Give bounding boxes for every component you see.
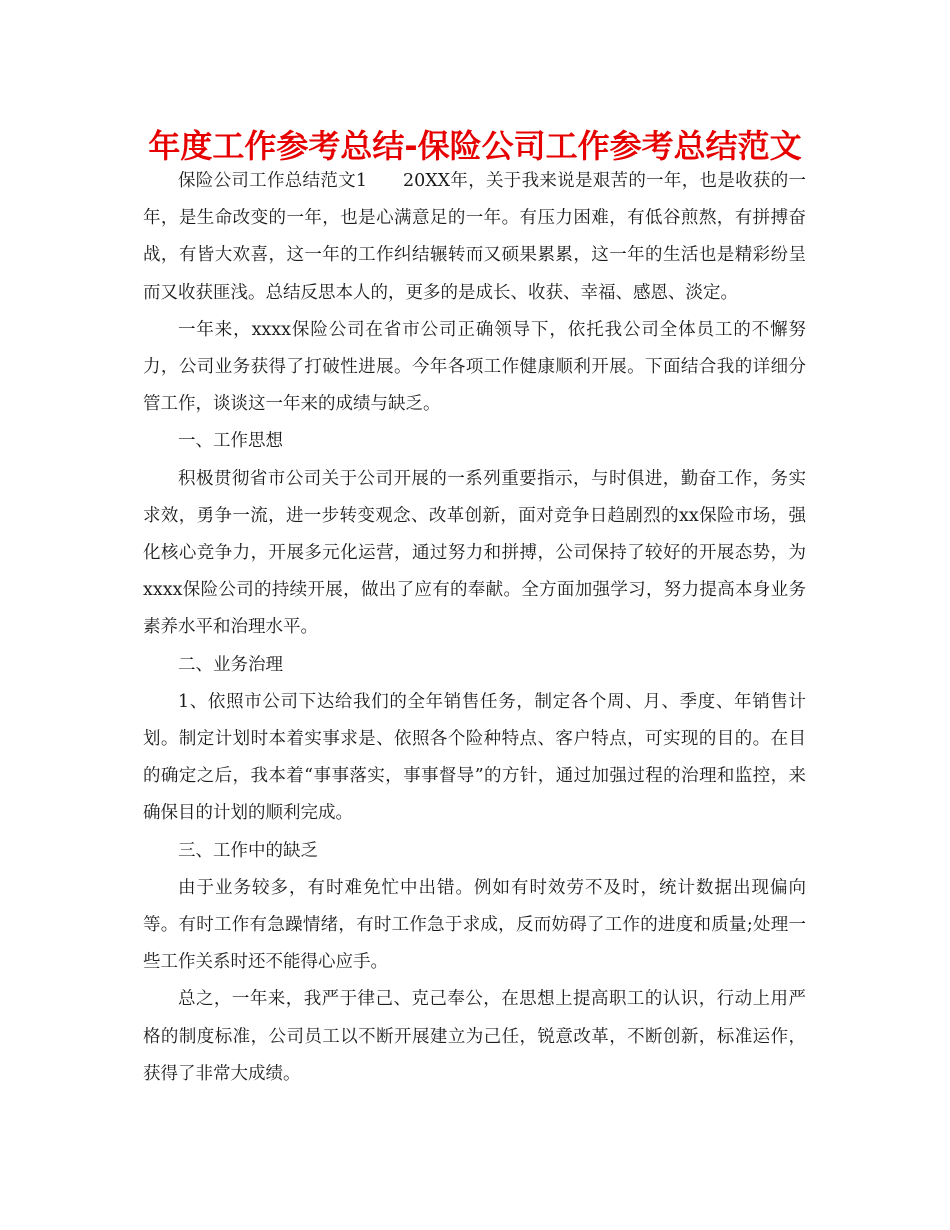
paragraph-conclusion: 总之，一年来，我严于律己、克己奉公，在思想上提高职工的认识，行动上用严格的制度标准，公司员工以不断开展建立为己任，锐意改革，不断创新，标准运作，获得了非常大成绩。 [143, 989, 806, 1084]
paragraph-overview: 一年来，xxxx保险公司在省市公司正确领导下，依托我公司全体员工的不懈努力，公司业务获得了打破性进展。今年各项工作健康顺利开展。下面结合我的详细分管工作，谈谈这一年来的成绩与缺乏。 [143, 319, 806, 415]
paragraph-shortcomings: 由于业务较多，有时难免忙中出错。例如有时效劳不及时，统计数据出现偏向等。有时工作有急躁情绪，有时工作急于求成，反而妨碍了工作的进度和质量;处理一些工作关系时还不能得心应手。 [143, 877, 806, 973]
paragraph-intro: 保险公司工作总结范文1 20XX年，关于我来说是艰苦的一年，也是收获的一年，是生命改变的一年，也是心满意足的一年。有压力困难，有低谷煎熬，有拼搏奋战，有皆大欢喜，这一年的工作纠结辗转而又硕果累累，这一年的生活也是精彩纷呈而又收获匪浅。总结反思本人的，更多的是成长、收获、幸福、感恩、淡定。 [143, 171, 806, 303]
document-body [143, 163, 806, 1093]
paragraph-work-thought: 积极贯彻省市公司关于公司开展的一系列重要指示，与时俱进，勤奋工作，务实求效，勇争一流，进一步转变观念、改革创新，面对竞争日趋剧烈的xx保险市场，强化核心竞争力，开展多元化运营，通过努力和拼搏，公司保持了较好的开展态势，为xxxx保险公司的持续开展，做出了应有的奉献。全方面加强学习，努力提高本身业务素养水平和治理水平。 [143, 468, 806, 638]
section-heading-shortcomings: 三、工作中的缺乏 [178, 840, 318, 861]
document-title: 年度工作参考总结-保险公司工作参考总结范文 [148, 127, 802, 165]
section-heading-work-thought: 一、工作思想 [178, 431, 283, 452]
section-heading-business-management: 二、业务治理 [178, 654, 283, 675]
paragraph-business-management: 1、依照市公司下达给我们的全年销售任务，制定各个周、月、季度、年销售计划。制定计划时本着实事求是、依照各个险种特点、客户特点，可实现的目的。在目的确定之后，我本着“事事落实，事事督导”的方针，通过加强过程的治理和监控，来确保目的计划的顺利完成。 [143, 691, 806, 824]
